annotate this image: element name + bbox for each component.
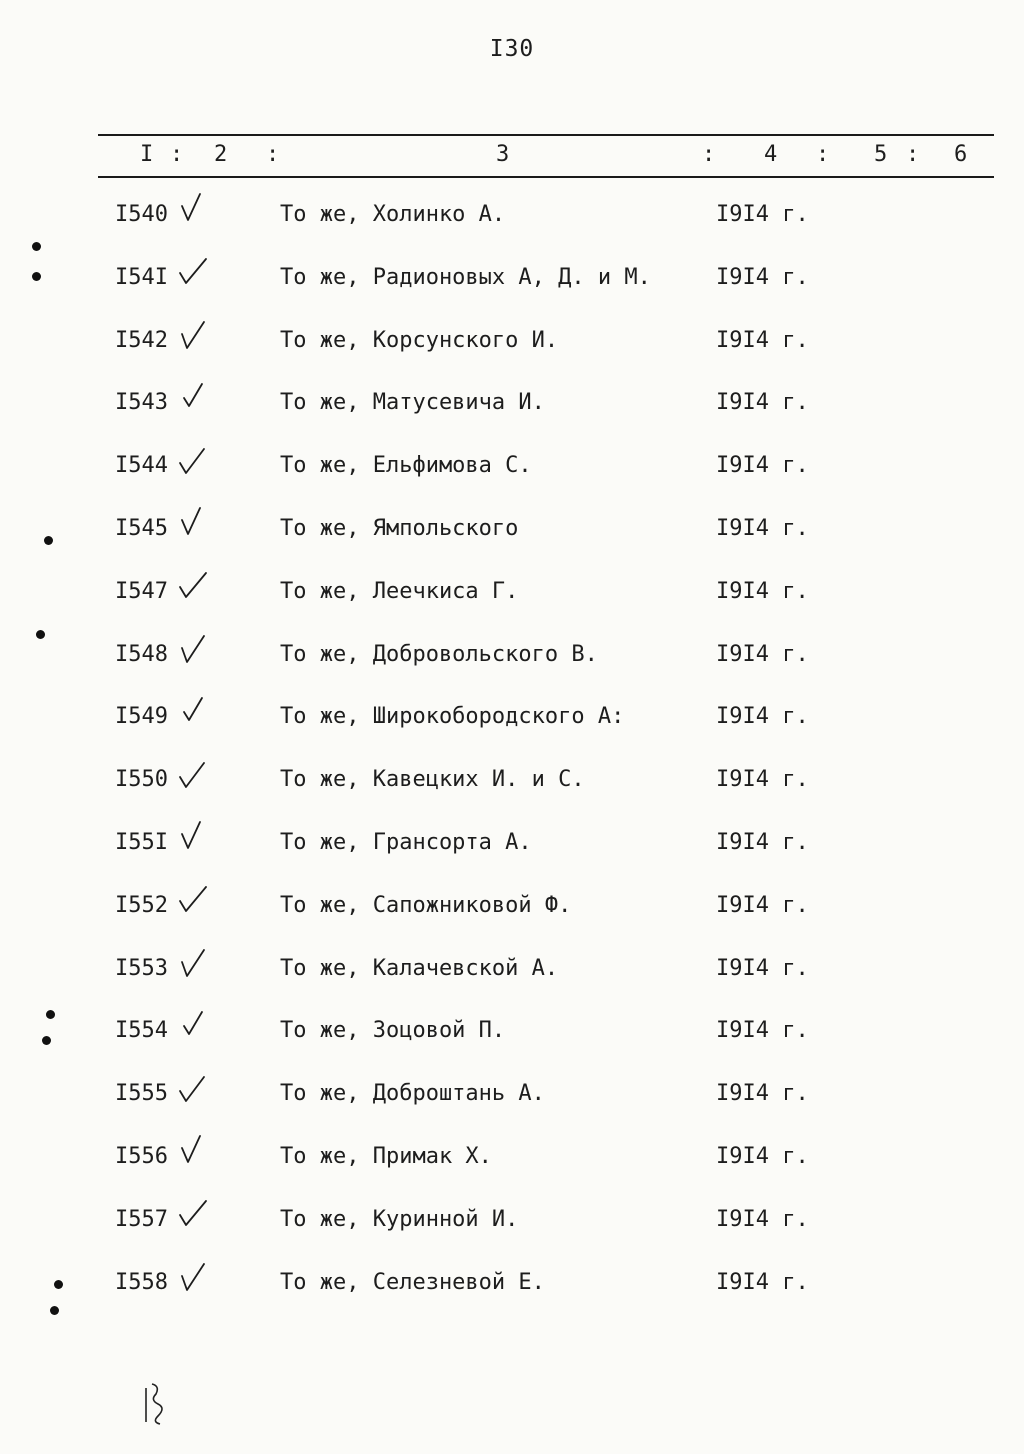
binding-dot (46, 1010, 55, 1019)
checkmark-icon (176, 757, 210, 793)
column-separator: : (170, 142, 184, 167)
record-description: То же, Кавецких И. и С. (280, 767, 585, 793)
checkmark-icon (176, 443, 210, 479)
table-row (0, 265, 1024, 305)
record-description: То же, Леечкиса Г. (280, 578, 519, 604)
column-header-5: 5 (874, 142, 888, 167)
record-description: То же, Зоцовой П. (280, 1018, 506, 1044)
record-description: То же, Доброштань А. (280, 1081, 545, 1107)
record-year: I9I4 г. (716, 578, 809, 604)
record-year: I9I4 г. (716, 264, 809, 290)
checkmark-icon (176, 820, 210, 856)
table-header-rule (98, 176, 994, 178)
table-row (0, 893, 1024, 933)
record-description: То же, Примак Х. (280, 1144, 492, 1169)
record-number: I543 (115, 390, 168, 416)
binding-dot (50, 1306, 59, 1315)
record-description: То же, Добровольского В. (280, 641, 598, 667)
record-number: I555 (115, 1081, 168, 1107)
record-description: То же, Широкобородского А: (280, 704, 625, 730)
checkmark-icon (176, 694, 210, 730)
binding-dot (44, 536, 53, 545)
table-row (0, 516, 1024, 556)
column-header-1: I (140, 142, 154, 167)
checkmark-icon (176, 1134, 210, 1170)
column-header-6: 6 (954, 142, 968, 167)
column-separator: : (266, 142, 280, 167)
record-number: I545 (115, 516, 168, 541)
record-number: I548 (115, 641, 168, 667)
record-year: I9I4 г. (716, 767, 809, 793)
checkmark-icon (176, 318, 210, 354)
record-description: То же, Ямпольского (280, 516, 519, 541)
table-row (0, 1081, 1024, 1121)
record-description: То же, Холинко А. (280, 202, 506, 227)
table-row (0, 579, 1024, 619)
record-number: I554 (115, 1018, 168, 1044)
table-row (0, 642, 1024, 682)
record-description: То же, Сапожниковой Ф. (280, 892, 572, 918)
checkmark-icon (176, 569, 210, 605)
column-header-4: 4 (764, 142, 778, 167)
record-number: I552 (115, 892, 168, 918)
table-row (0, 830, 1024, 870)
table-row (0, 1018, 1024, 1058)
record-number: I54I (115, 264, 168, 290)
record-number: I542 (115, 327, 168, 353)
table-top-rule (98, 134, 994, 136)
table-row (0, 767, 1024, 807)
record-year: I9I4 г. (716, 1081, 809, 1107)
table-row (0, 1144, 1024, 1184)
record-year: I9I4 г. (716, 327, 809, 353)
checkmark-icon (176, 883, 210, 919)
checkmark-icon (176, 1071, 210, 1107)
record-description: То же, Куринной И. (280, 1206, 519, 1232)
column-separator: : (702, 142, 716, 167)
record-year: I9I4 г. (716, 453, 809, 479)
record-year: I9I4 г. (716, 1144, 809, 1169)
table-row (0, 956, 1024, 996)
record-year: I9I4 г. (716, 704, 809, 730)
binding-dot (54, 1280, 63, 1289)
record-year: I9I4 г. (716, 955, 809, 981)
checkmark-icon (176, 1260, 210, 1296)
record-description: То же, Селезневой Е. (280, 1269, 545, 1295)
record-number: I556 (115, 1144, 168, 1169)
record-number: I547 (115, 578, 168, 604)
record-year: I9I4 г. (716, 202, 809, 227)
column-separator: : (816, 142, 830, 167)
record-number: I55I (115, 830, 168, 855)
checkmark-icon (176, 1008, 210, 1044)
binding-dot (32, 272, 41, 281)
record-description: То же, Ельфимова С. (280, 453, 532, 479)
table-row (0, 328, 1024, 368)
checkmark-icon (176, 946, 210, 982)
record-description: То же, Радионовых А, Д. и М. (280, 264, 651, 290)
record-year: I9I4 г. (716, 641, 809, 667)
record-year: I9I4 г. (716, 1269, 809, 1295)
checkmark-icon (176, 380, 210, 416)
binding-dot (32, 242, 41, 251)
binding-dot (42, 1036, 51, 1045)
checkmark-icon (176, 192, 210, 228)
record-year: I9I4 г. (716, 1206, 809, 1232)
table-row (0, 704, 1024, 744)
checkmark-icon (176, 632, 210, 668)
record-number: I550 (115, 767, 168, 793)
record-number: I549 (115, 704, 168, 730)
table-row (0, 202, 1024, 242)
handwritten-margin-mark-icon (138, 1382, 172, 1426)
record-year: I9I4 г. (716, 892, 809, 918)
record-number: I544 (115, 453, 168, 479)
checkmark-icon (176, 1197, 210, 1233)
record-number: I558 (115, 1269, 168, 1295)
table-row (0, 1270, 1024, 1310)
page-number: I30 (489, 36, 535, 62)
record-description: То же, Корсунского И. (280, 327, 559, 353)
column-header-2: 2 (214, 142, 228, 167)
checkmark-icon (176, 506, 210, 542)
binding-dot (36, 630, 45, 639)
record-description: То же, Грансорта А. (280, 830, 532, 855)
record-description: То же, Калачевской А. (280, 955, 559, 981)
record-year: I9I4 г. (716, 1018, 809, 1044)
record-year: I9I4 г. (716, 830, 809, 855)
table-row (0, 453, 1024, 493)
table-row (0, 390, 1024, 430)
checkmark-icon (176, 255, 210, 291)
column-separator: : (906, 142, 920, 167)
record-year: I9I4 г. (716, 390, 809, 416)
record-number: I540 (115, 202, 168, 227)
record-description: То же, Матусевича И. (280, 390, 545, 416)
table-row (0, 1207, 1024, 1247)
record-number: I553 (115, 955, 168, 981)
record-year: I9I4 г. (716, 516, 809, 541)
record-number: I557 (115, 1206, 168, 1232)
column-header-3: 3 (496, 142, 510, 167)
